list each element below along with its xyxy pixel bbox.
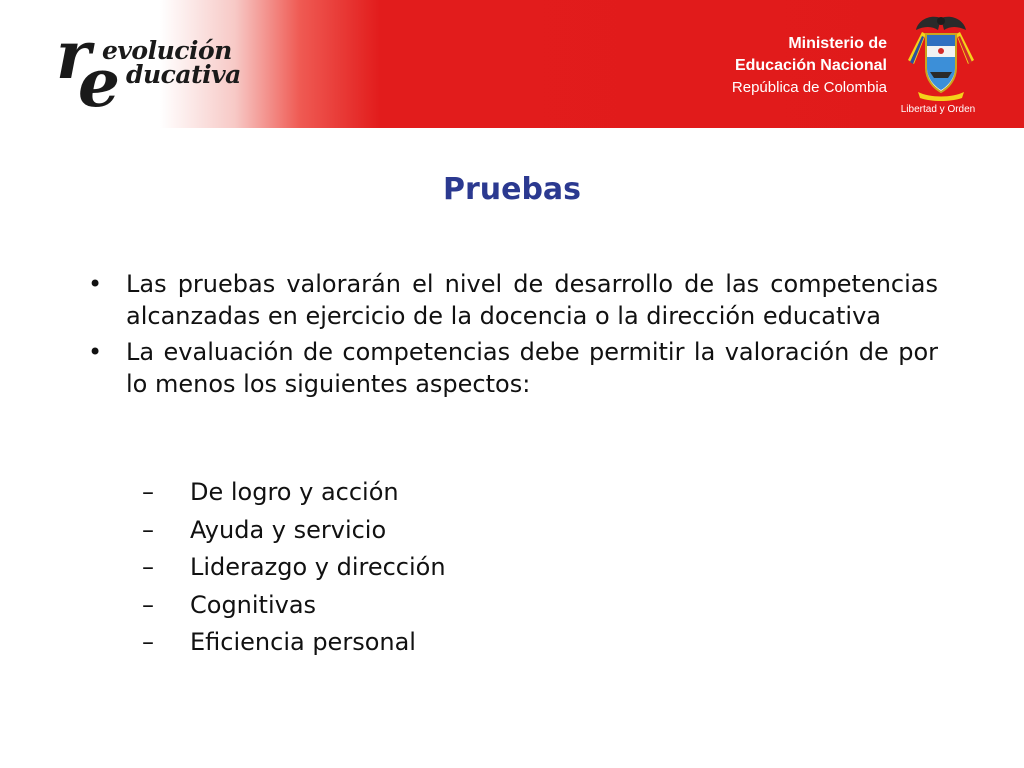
colombia-coat-of-arms-icon [900,12,982,102]
sub-item-list [142,474,446,662]
bullet-item [88,336,938,400]
logo-letter-r: r [56,16,91,94]
bullet-marker: • [88,270,103,298]
logo-letter-e: e [78,44,120,122]
motto-text: Libertad y Orden [900,104,976,115]
logo-word-revolucion: evolución [102,36,232,65]
bullet-list [88,268,938,404]
sub-item-marker: – [142,478,154,506]
sub-item [142,474,446,512]
ministry-line-3: República de Colombia [731,79,887,96]
sub-item [142,549,446,587]
bullet-text: Las pruebas valorarán el nivel de desarrollo de las competencias alcanzadas en ejercicio de la docencia o la dirección educativa [126,270,938,330]
header-banner [0,0,1024,128]
ministry-label [732,33,887,99]
sub-item-text: Cognitivas [190,590,317,619]
logo-word-educativa: ducativa [126,60,241,89]
sub-item-text: Liderazgo y dirección [190,553,446,581]
bullet-item [88,268,938,332]
ministry-line-2: Educación Nacional [734,57,887,74]
sub-item [142,587,446,625]
sub-item-text: Ayuda y servicio [190,515,387,544]
bullet-marker: • [88,338,103,366]
slide-title: Pruebas [442,172,582,207]
sub-item [142,624,446,662]
sub-item [142,512,446,550]
sub-item-marker: – [142,590,154,619]
sub-item-text: Eficiencia personal [190,628,416,656]
bullet-text: La evaluación de competencias debe permitir la valoración de por lo menos los siguientes aspectos: [126,338,938,398]
sub-item-marker: – [142,553,154,581]
ministry-line-1: Ministerio de [788,35,887,52]
sub-item-marker: – [142,515,154,544]
sub-item-marker: – [142,628,154,656]
sub-item-text: De logro y acción [190,478,399,506]
revolucion-educativa-logo [50,16,280,122]
